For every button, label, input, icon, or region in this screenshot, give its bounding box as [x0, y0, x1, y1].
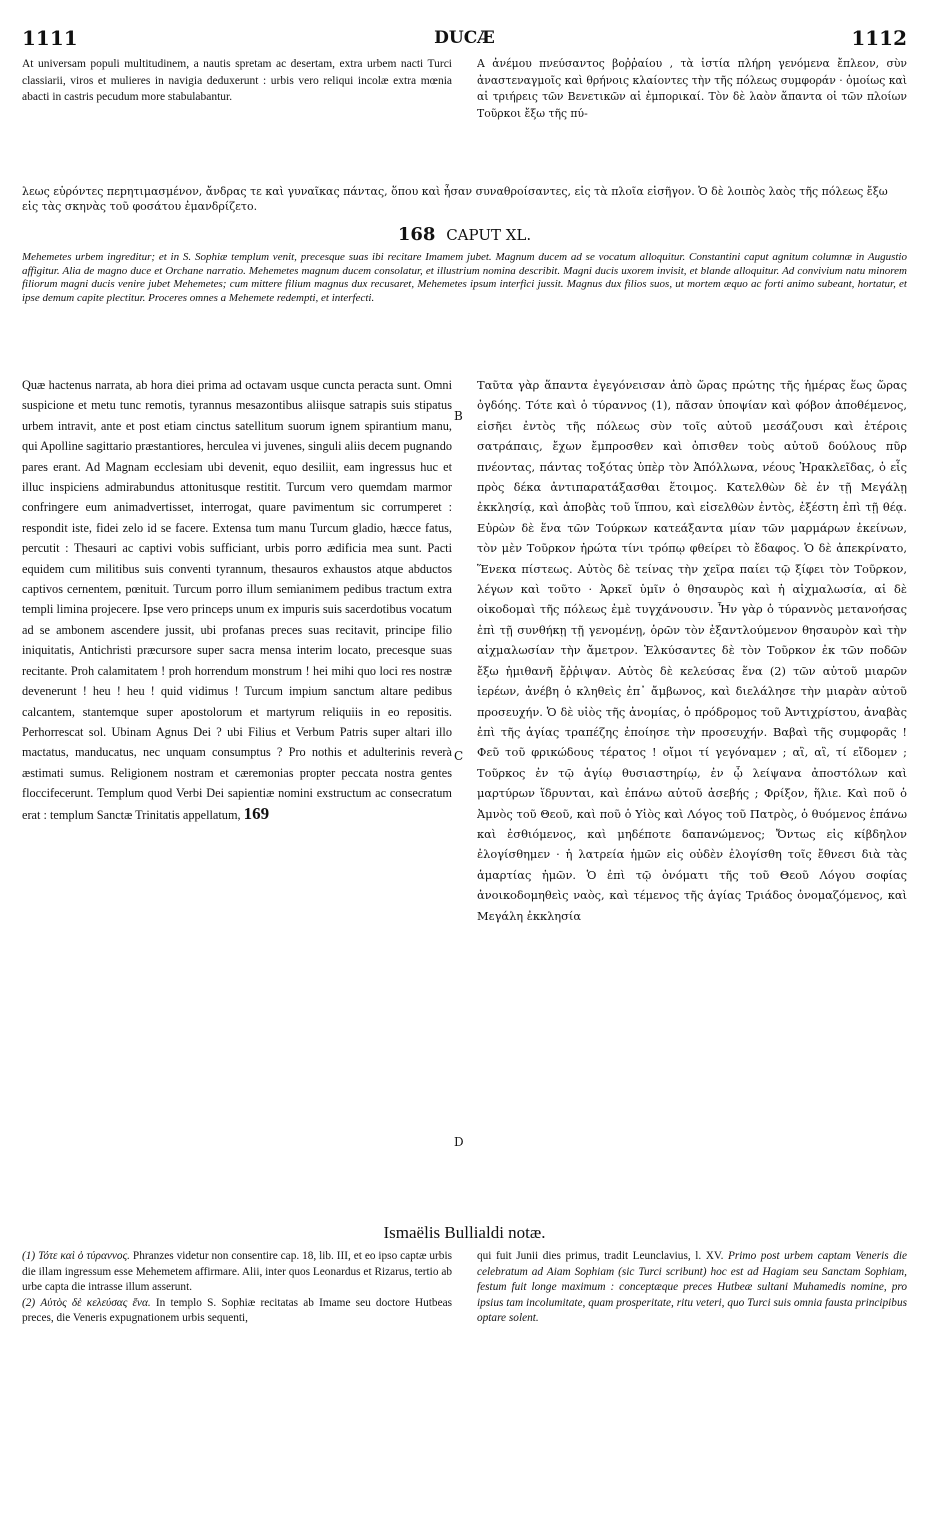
book-page [22, 26, 907, 1526]
top-section [22, 56, 907, 214]
main-latin-column [22, 375, 452, 1215]
left-page-number: 1111 [22, 26, 78, 50]
notes-right-column [477, 1249, 907, 1384]
running-title: DUCÆ [434, 28, 495, 48]
chapter-title: CAPUT XL. [446, 226, 532, 244]
note-2-lead: (2) Αὐτὸς δὲ κελεύσας ἕνα. [22, 1296, 151, 1309]
chapter-page-reference: 168 [397, 224, 436, 245]
top-greek-text: ἀνέμου πνεύσαντος βοῤῥαίου , τὰ ἱστία πλήρη γενόμενα ἔπλεον, σὺν ἀναστεναγμοῖς καὶ θρήνοις κλαίοντες τὴν τῆς πόλεως συμφοράν · ὁμοίως καὶ αἱ τριήρεις τῶν Βενετικῶν αἱ ἐμπορικαί. Τὸν δὲ λαὸν ἅπαντα οἱ τῶν πλοίων Τοῦρκοι ἔξω τῆς πύ- [477, 57, 907, 120]
right-page-number: 1112 [851, 26, 907, 50]
chapter-summary: Mehemetes urbem ingreditur; et in S. Sophiæ templum venit, precesque suas ibi recitare Imamem jubet. Magnum ducem ad se vocatum alloquitur. Constantini caput agnitum columnæ in Augustio affigitur. Alia de magno duce et Orchane narratio. Mehemetes magnum ducem consolatur, et illustrium nomina describit. Magni ducis uxorem invisit, et blande alloquitur. Ad convivium natu minorem filiorum magni ducis venire jubet Mehemetes; cum mittere filium magnus dux recusaret, Mehemetes ipsum interfici jussit. Magnus dux filios suos, ut mortem æquo ac forti animo subeant, hortatur, et ipse demum capite plectitur. Proceres omnes a Mehemete redempti, et interfecti. [22, 251, 907, 304]
note-2-text: In templo S. Sophiæ recitatas ab Imame seu doctore Hutbeas preces, die Veneris expugnationem urbis sequenti, [22, 1296, 452, 1324]
note-right-plain: qui fuit Junii dies primus, tradit Leunclavius, l. XV. [477, 1250, 724, 1262]
notes-title: Ismaëlis Bullialdi notæ. [383, 1223, 546, 1242]
main-text [22, 375, 907, 1215]
note-1-lead: (1) Τότε καὶ ὁ τύραννος. [22, 1250, 130, 1262]
main-greek-column: Ταῦτα γὰρ ἅπαντα ἐγεγόνεισαν ἀπὸ ὥρας πρώτης τῆς ἡμέρας ἕως ὥρας ὀγδόης. Τότε καὶ ὁ τύραννος (1), πᾶσαν ὑποψίαν καὶ φόβον ἀποθέμενος, εἰσῆει ἐντὸς τῆς πόλεως σὺν τοῖς αὐτοῦ μεσάζουσι καὶ ἑτέροις σατράπαις, ἔχων ἔμπροσθεν καὶ ὀπισθεν τοὺς αὐτοῦ δούλους πῦρ πνέοντας, πάντας τοξότας ὑπὲρ τὸν Ἀπόλλωνα, νέους Ἡρακλεῖδας, ὁ εἷς πρὸς δέκα ἀντιπαρατάξασθαι ἕτοιμος. Κατελθὼν δὲ ἐν τῇ Μεγάλῃ ἐκκλησίᾳ, καὶ ἀποβὰς τοῦ ἵππου, καὶ εἰσελθὼν ἐντὸς, ἐξέστη ἐπὶ τῇ θέᾳ. Εὑρὼν δὲ ἕνα τῶν Τούρκων κατεάξαντα μίαν τῶν μαρμάρων ἐκείνων, τὸν μὲν Τοῦρκον ἠρώτα τίνι τρόπῳ φθείρει τὸ ἔδαφος. Ὁ δὲ ἀπεκρίνατο, Ἕνεκα πίστεως. Αὐτὸς δὲ τείνας τὴν χεῖρα παίει τῷ ξίφει τὸν Τοῦρκον, λέγων καὶ τοῦτο · Ἀρκεῖ ὑμῖν ὁ θησαυρὸς καὶ ἡ αἰχμαλωσία, αἱ δὲ οἰκοδομαὶ τῆς πόλεως ἐμὲ τυγχάνουσιν. Ἦν γὰρ ὁ τύραννὸς μετανοήσας ἐπὶ τῇ συνθήκῃ τῇ γενομένῃ, ὁρῶν τὸν ἐξαντλούμενον θησαυρὸν καὶ τὴν αἰχμαλωσίαν τὴν ἄμετρον. Ἑλκύσαντες δὲ τὸν Τοῦρκον ἐκ τῶν ποδῶν ἔξω ἡμιθανῆ ἔῤῥιψαν. Αὐτὸς δὲ κελεύσας ἕνα (2) τῶν αὐτοῦ μιαρῶν ἱερέων, ἀνέβη ὁ κληθεὶς ἐπ᾽ ἄμβωνος, καὶ διελάλησε τὴν μιαρὰν αὐτοῦ προσευχήν. Ὁ δὲ υἱὸς τῆς ἀνομίας, ὁ πρόδρομος τοῦ Ἀντιχρίστου, ἀναβὰς ἐπὶ τῆς ἁγίας τραπέζης ἐποίησε τὴν προσευχήν. Βαβαὶ τῆς συμφορᾶς ! Φεῦ τοῦ φρικώδους τέρατος ! οἴμοι τί γεγόναμεν ; αἲ, αἲ, τί εἴδομεν ; Τοῦρκος ἐν τῷ ἁγίῳ θυσιαστηρίῳ, ἐν ᾧ λείψανα ἀποστόλων καὶ μαρτύρων ἵδρυνται, καὶ ἐπάνω αὐτοῦ ἀσεβής ; Φρίξον, ἥλιε. Καὶ ποῦ ὁ Ἀμνὸς τοῦ Θεοῦ, καὶ ποῦ ὁ Υἱὸς καὶ Λόγος τοῦ Πατρὸς, ὁ θυόμενος ἐπάνω καὶ ἐσθιόμενος, καὶ μηδέποτε δαπανώμενος; Ὄντως εἰς κίβδηλον ἐλογίσθημεν · ἡ λατρεία ἡμῶν εἰς οὐδὲν ἐλογίσθη τοῖς ἔθνεσι διὰ τὰς ἁμαρτίας ἡμῶν. Ὁ ἐπὶ τῷ ὀνόματι τῆς τοῦ Θεοῦ Λόγου σοφίας ἀνοικοδομηθεὶς ναὸς, καὶ τέμενος τῆς ἁγίας Τριάδος ὀνομαζόμενος, καὶ Μεγάλη ἐκκλησία [477, 378, 907, 923]
margin-letter-d: D [454, 1135, 464, 1149]
notes-left-column [22, 1249, 452, 1384]
margin-letter-a: A [477, 57, 485, 70]
top-greek-continuation: λεως εὑρόντες πεpητιμασμένον, ἄνδρας τε καὶ γυναῖκας πάντας, ὅπου καὶ ἦσαν συναθροίσαντες, εἰς τὰ πλοῖα εἰσῆγον. Ὁ δὲ λοιπὸς λαὸς τῆς πόλεως ἔξω εἰς τὰς σκηνὰς τοῦ φοσάτου ἐμανδρίζετο. [22, 185, 888, 213]
running-header [22, 26, 907, 56]
latin-page-reference: 169 [243, 803, 270, 823]
margin-letter-b: B [454, 409, 463, 423]
top-greek-column [477, 56, 907, 182]
margin-letter-c: C [454, 749, 464, 763]
footnotes [22, 1249, 907, 1384]
main-latin-text: Quæ hactenus narrata, ab hora diei prima ad octavam usque cuncta peracta sunt. Omni suspicione et metu tunc remotis, tyrannus mesazontibus aliisque satrapis suis stipatus urbem intravit, ante et post etiam cinctus satellitum suorum ignem spirantium manu, qui Apolline sagittario præstantiores, herculea vi juvenes, singuli aliis decem pugnando pares erant. Ad Magnam ecclesiam ubi devenit, equo desiliit, eam ingressus huc et illuc inspiciens admirabundus attonitusque restitit. Turcum vero quemdam marmor confringere eum animadvertisset, interrogat, quare pavimentum sic corrumperet : respondit iste, fidei zelo id se facere. Extensa tum manu Turcum gladio, hæcce fatus, percutit : Thesauri ac captivi vobis sufficiant, urbis porro ædificia mea sunt. Pacti equidem cum militibus suis conventi tyrannum, thesauros exhaustos atque abductos captivos cernentem, pœnituit. Turcum porro illum semianimem pedibus tractum extra templi limina projecere. Ipse vero princeps unum ex impuris suis sacerdotibus vocatum ad se ambonem ascendere jussit, ubi profanas preces suas recitavit, principe filio iniquitatis, Antichristi præcursore super sacra mensa interim locato, precesque suas recitante. Proh calamitatem ! proh horrendum monstrum ! hei mihi quo loci res nostræ devenerunt ! heu ! heu ! quid vidimus ! Turcum impium sanctum altare pedibus calcantem, stantemque super apostolorum et martyrum reliquiis in eo repositis. Perhorrescat sol. Ubinam Agnus Dei ? ubi Filius et Verbum Patris super altari illo mactatus, manducatus, nec unquam consumptus ? Pro nothis et adulterinis reverà æstimati sumus. Religionem nostram et cæremonias propter peccata nostra gentes floccifecerunt. Templum quod Verbi Dei sapientiæ nomini exstructum ac consecratum erat : templum Sanctæ Trinitatis appellatum, [22, 378, 452, 822]
top-latin-column: At universam populi multitudinem, a nautis spretam ac desertam, extra urbem nacti Turci classiarii, viros et mulieres in navigia deduxerunt : urbis vero reliqui incolæ extra mœnia abacti in castris pecudum more stabulabantur. [22, 58, 452, 103]
note-right-italic: Primo post urbem captam Veneris die celebratum ad Aiam Sophiam (sic Turci scribunt) hoc est ad Hagiam seu Sanctam Sophiam, festum fuit longe maximum : conceptæque preces Hutbeæ sultani Muhamedis nomine, pro ipsius tam incolumitate, quam prosperitate, ritu veteri, quo Turci suis omnia fausta principibus optare solent. [477, 1250, 907, 1324]
note-1-text: Phranzes videtur non consentire cap. 18, lib. III, et eo ipso captæ urbis die illam ingressum esse Mehemetem affirmare. Alii, inter quos Leonardus et Rizarus, tertio ab urbe capta die intrasse illum asserunt. [22, 1250, 452, 1293]
chapter-heading [22, 224, 907, 245]
